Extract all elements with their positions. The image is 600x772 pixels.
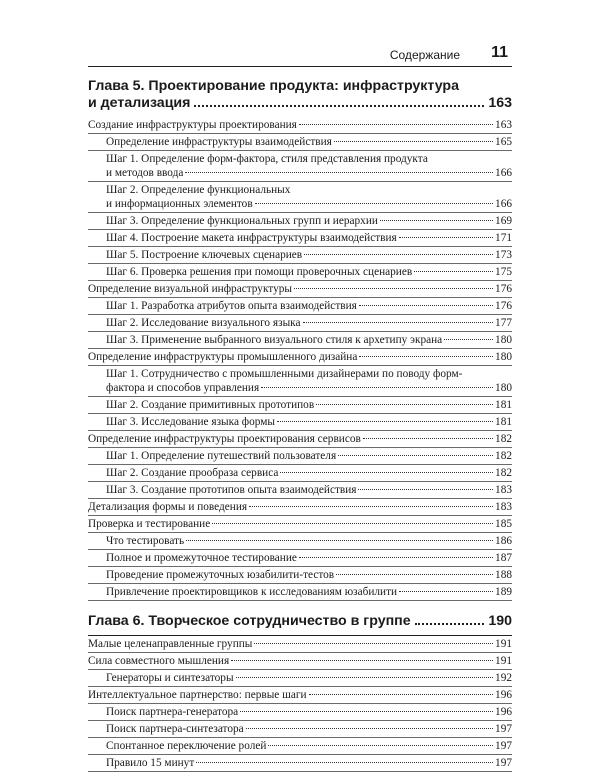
entry-page: 191 [495,655,512,667]
leader-dots [359,305,493,306]
leader-dots [309,694,494,695]
toc-entry[interactable] [88,654,512,670]
toc-entry[interactable] [88,466,512,482]
leader-dots [246,728,493,729]
toc-entry[interactable] [88,183,512,213]
toc-entry[interactable] [88,705,512,721]
entry-page: 182 [495,450,512,462]
entry-page: 196 [495,689,512,701]
entry-page: 183 [495,484,512,496]
chapter-title-continued: и детализация [88,95,191,111]
table-of-contents [88,76,512,772]
entry-title: Определение инфраструктуры промышленного дизайна [88,351,358,363]
entry-title: Шаг 2. Создание примитивных прототипов [106,399,315,411]
leader-dots [294,288,493,289]
entry-page: 173 [495,249,512,261]
entry-title: Поиск партнера-генератора [106,706,239,718]
leader-dots [359,356,493,357]
toc-entry[interactable] [88,432,512,448]
chapter-rule [88,635,512,636]
leader-dots [254,643,493,644]
leader-dots [231,660,493,661]
entry-page: 192 [495,672,512,684]
leader-dots [444,339,493,340]
entry-title: Интеллектуальное партнерство: первые шаги [88,689,307,701]
entry-title: Шаг 5. Построение ключевых сценариев [106,249,303,261]
entry-title: Привлечение проектировщиков к исследованиям юзабилити [106,586,398,598]
toc-entry[interactable] [88,739,512,755]
entry-title: Шаг 2. Исследование визуального языка [106,317,301,329]
chapter-5-heading[interactable] [88,78,512,112]
toc-entry[interactable] [88,214,512,230]
leader-dots [336,574,493,575]
entry-page: 187 [495,552,512,564]
leader-dots [240,711,493,712]
toc-entry[interactable] [88,756,512,772]
entry-page: 176 [495,300,512,312]
entry-title: Шаг 1. Разработка атрибутов опыта взаимодействия [106,300,357,312]
entry-page: 176 [495,283,512,295]
chapter-page: 163 [488,95,512,111]
entry-page: 191 [495,638,512,650]
toc-entry[interactable] [88,671,512,687]
entry-title: Правило 15 минут [106,757,195,769]
toc-entry[interactable] [88,248,512,264]
entry-title: Детализация формы и поведения [88,501,248,513]
toc-entry[interactable] [88,483,512,499]
entry-page: 182 [495,467,512,479]
entry-title: Шаг 6. Проверка решения при помощи проверочных сценариев [106,266,413,278]
leader-dots [414,271,493,272]
leader-dots [399,237,493,238]
toc-entry[interactable] [88,265,512,281]
entry-title: Шаг 1. Определение путешествий пользователя [106,450,337,462]
leader-dots [299,557,493,558]
entry-title: Определение инфраструктуры проектирования сервисов [88,433,361,445]
entry-page: 181 [495,399,512,411]
toc-entry[interactable] [88,585,512,601]
leader-dots [280,472,493,473]
entry-title: Сила совместного мышления [88,655,230,667]
leader-dots [185,172,493,173]
entry-page: 186 [495,535,512,547]
entry-title-continued: фактора и способов управления [106,382,260,394]
entry-page: 197 [495,757,512,769]
entry-title-continued: и информационных элементов [106,198,253,210]
entry-page: 166 [495,198,512,210]
leader-dots [363,438,493,439]
entry-title: Что тестировать [106,535,185,547]
entry-title: Определение визуальной инфраструктуры [88,283,292,295]
entry-page: 165 [495,136,512,148]
leader-dots [304,254,493,255]
chapter-title: Глава 6. Творческое сотрудничество в группе [88,613,411,629]
leader-dots [380,220,493,221]
toc-entry[interactable] [88,568,512,584]
entry-page: 188 [495,569,512,581]
entry-page: 181 [495,416,512,428]
leader-dots [277,421,493,422]
entry-title: Шаг 1. Определение форм-фактора, стиля представления продукта [106,153,428,165]
leader-dots [316,404,493,405]
chapter-title: Глава 5. Проектирование продукта: инфраструктура [88,78,459,94]
entry-title: Шаг 2. Создание прообраза сервиса [106,467,279,479]
toc-entry[interactable] [88,500,512,516]
toc-entry[interactable] [88,551,512,567]
leader-dots [338,455,493,456]
entry-title: Генераторы и синтезаторы [106,672,234,684]
entry-title: Малые целенаправленные группы [88,638,253,650]
leader-dots [399,591,493,592]
entry-page: 169 [495,215,512,227]
entry-page: 197 [495,740,512,752]
entry-title: Создание инфраструктуры проектирования [88,119,297,131]
entry-title-continued: и методов ввода [106,167,184,179]
leader-dots [249,506,493,507]
toc-entry[interactable] [88,350,512,366]
toc-entry[interactable] [88,534,512,550]
toc-entry[interactable] [88,135,512,151]
entry-page: 183 [495,501,512,513]
header-rule [88,66,512,67]
entry-page: 180 [495,334,512,346]
entry-title: Шаг 3. Исследование языка формы [106,416,275,428]
entry-title: Шаг 1. Сотрудничество с промышленными дизайнерами по поводу форм- [106,368,463,380]
toc-entry[interactable] [88,367,512,397]
entry-page: 196 [495,706,512,718]
entry-page: 163 [495,119,512,131]
toc-entry[interactable] [88,722,512,738]
entry-page: 180 [495,382,512,394]
leader-dots [212,523,493,524]
toc-entry[interactable] [88,637,512,653]
entry-title: Проверка и тестирование [88,518,211,530]
chapter-6-heading[interactable] [88,613,512,630]
entry-title: Шаг 4. Построение макета инфраструктуры взаимодействия [106,232,397,244]
leader-dots [299,124,493,125]
toc-entry[interactable] [88,398,512,414]
entry-title: Определение инфраструктуры взаимодействия [106,136,332,148]
page-number: 11 [491,44,508,61]
toc-entry[interactable] [88,415,512,431]
entry-title: Проведение промежуточных юзабилити-тестов [106,569,335,581]
leader-dots [196,762,493,763]
toc-entry[interactable] [88,688,512,704]
entry-page: 180 [495,351,512,363]
entry-page: 166 [495,167,512,179]
toc-entry[interactable] [88,118,512,134]
entry-title: Шаг 3. Применение выбранного визуального стиля к архетипу экрана [106,334,443,346]
toc-entry[interactable] [88,152,512,182]
entry-page: 197 [495,723,512,735]
leader-dots [186,540,493,541]
entry-title: Шаг 3. Определение функциональных групп и иерархии [106,215,378,227]
toc-entry[interactable] [88,231,512,247]
entry-page: 171 [495,232,512,244]
toc-entry[interactable] [88,299,512,315]
leader-dots [194,101,484,107]
leader-dots [415,619,485,625]
leader-dots [255,203,493,204]
toc-entry[interactable] [88,449,512,465]
toc-entry[interactable] [88,282,512,298]
running-title: Содержание [389,48,460,62]
chapter-page: 190 [488,613,512,629]
toc-entry[interactable] [88,517,512,533]
leader-dots [268,745,493,746]
toc-entry[interactable] [88,333,512,349]
toc-entry[interactable] [88,316,512,332]
entry-title: Шаг 2. Определение функциональных [106,184,291,196]
entry-title: Спонтанное переключение ролей [106,740,267,752]
entry-title: Полное и промежуточное тестирование [106,552,297,564]
entry-page: 189 [495,586,512,598]
leader-dots [261,387,493,388]
entry-page: 185 [495,518,512,530]
entry-title: Шаг 3. Создание прототипов опыта взаимодействия [106,484,357,496]
entry-page: 175 [495,266,512,278]
leader-dots [358,489,493,490]
entry-title: Поиск партнера-синтезатора [106,723,244,735]
leader-dots [334,141,493,142]
leader-dots [303,322,494,323]
leader-dots [236,677,494,678]
entry-page: 177 [495,317,512,329]
entry-page: 182 [495,433,512,445]
